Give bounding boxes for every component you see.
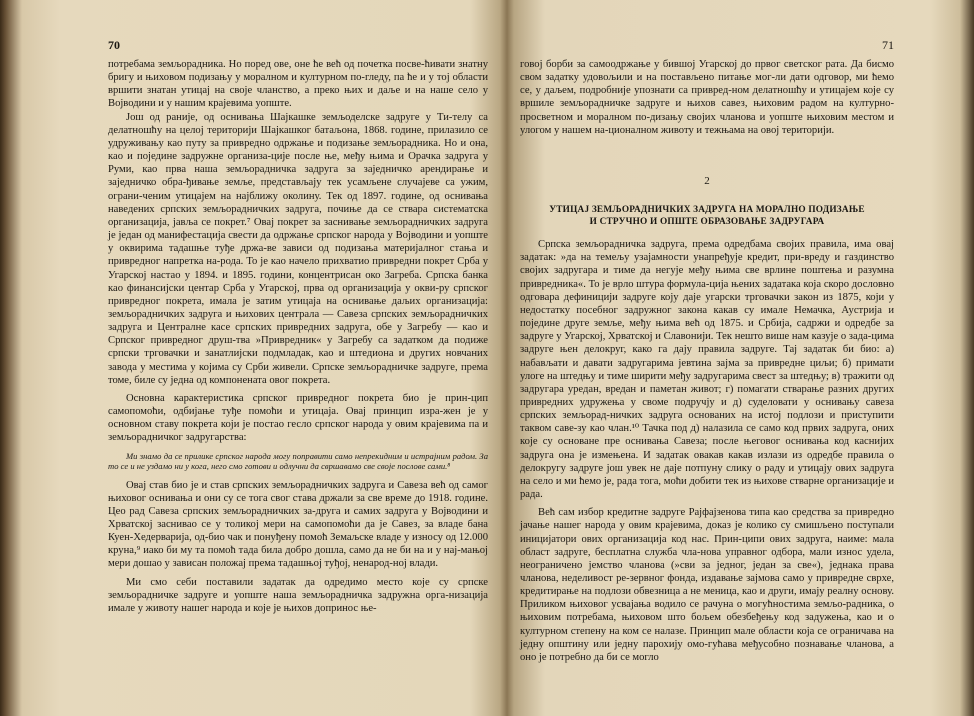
left-page-text <box>108 58 488 615</box>
right-page-text <box>520 58 894 664</box>
paragraph: Основна карактеристика српског привредног покрета био је прин-цип самопомоћи, одбијање туђе помоћи и утицаја. Овај принцип изра-жен је у основном ставу покрета који је постао гесло српског народа у овим крајевима па и земљорадничког задругарства: <box>108 392 488 444</box>
paragraph: Српска земљорадничка задруга, према одредбама својих правила, има овај задатак: »да на темељу узајамности унапређује кредит, при-вреду и газдинство својих задругара и тиме да негује међу њима све врлине поштења и разумна привредника«. То је врло штура формула-ција њених задатака која скоро дословно одговара дефиницији задруге коју даје угарски трговачки закон из 1875, који у недостатку посебног задружног закона какав су имале Немачка, Аустрија и поједине друге земље, међу њима већ од 1875. и Србија, садржи и одредбе за задруге у Угарској, Хрватској и Славонији. Тек нешто више нам казује о зада-цима задруге њен делокруг, како га дају правила задруге. Тај задатак би био: а) набављати и давати задругарима јевтина зајма за привредне циљи; б) примати улоге на штедњу и тиме ширити међу задругарима свест за штедњу; в) тражити од задругара уредан, вредан и паметан живот; г) помагати стварање разних других привредних удружења у своме подручју и д) суделовати у оснивању савеза српских земљорад-ничких задруга основаних на истој подлози и приступити таквом саве-зу као члан.¹⁰ Тачка под д) налазила се само код првих задруга, оних које су основане пре оснивања Савеза; после његовог оснивања код каснијих задруга она је измењена. И задатак овакав какав излази из одредбе правила о делокругу задруге још увек не даје потпуну слику о раду и утицају ових задруга на село и ми ћемо је, рада тога, моћи добити тек из њихове стварне организације и рада. <box>520 239 894 501</box>
left-page <box>108 38 488 615</box>
paragraph: Још од раније, од оснивања Шајкашке земљоделске задруге у Ти-телу са делатношћу на целој територији Шајкашког батаљона, 1868. године, прилазило се удруживању као путу за привредно одржање и подизање земљорадника. Но и она, као и поједине задружне организа-ције после ње, међу њима и Орачка задруга у Руми, као прва наша земљорадничка задруга за заједничко арендирање и заједничко обра-ђивање земље, представљају тек усамљене случајеве са ужим, ограни-ченим утицајем на најближу околину. Тек од 1897. године, од оснивања наведених српских земљорадничких задруга, почиње да се ствара систематска организација, јавља се покрет.⁷ Овај покрет за заснивање земљорадничких задруга је један од манифестација свести да одржање српског народа у Војводини и уопште у оквирима тадашње туђе држа-ве зависи од подизања материјалног стања и привредног напретка на-рода. То је као начело прихватио привредни покрет Срба у Угарској настао у 1894. и 1895. години, концентрисан око Загреба. Српска банка као финансијски центар Срба у Угарској, прва од организација у окви-ру српског привредног покрета, имала је затим утицаја на оснивање даљих организација: земљорадничких задруга и њихових централа — Савеза српских земљорадничких задруга и Централне касе српских привредних задруга, обе у Загребу — као и Српског привредног друш-тва »Привредник« у Загребу са задатком да подиже српски трговачки и занатлијски подмладак, као и штедиона и других новчаних завода у местима у којима су Срби живели. Српске земљорадничке задруге, према томе, биле су једна од компонената овог покрета. <box>108 111 488 386</box>
section-title-line: УТИЦАЈ ЗЕМЉОРАДНИЧКИХ ЗАДРУГА НА МОРАЛНО ПОДИЗАЊЕ <box>549 205 865 216</box>
right-page <box>520 38 894 664</box>
paragraph: потребама земљорадника. Но поред ове, оне ће већ од почетка посве-ћивати знатну бригу и њиховом подизању у моралном и културном по-гледу, па ће и у тој области вршити знатан утицај на своје чланство, а преко њих и даље и на наше село у Војводини и у нашим крајевима уопште. <box>108 59 488 110</box>
paragraph: говој борби за самоодржање у бившој Угарској до првог светског рата. Да бисмо свом задатку удовољили и на постављено питање мог-ли дати одговор, ми ћемо се, у даљем, подробније упознати са привред-ном делатношћу и утицајем које су вршиле земљорадничке задруге и њихов савез, њиховим радом на културно-просветном и моралном по-дизању својих чланова и уопште њиховим местом и улогом у нашем на-ционалном животу и тежњама на овој територији. <box>520 59 894 136</box>
block-quote: Ми знамо да се прилике српског народа могу поправити само непрекидним и истрајним радом. За то се и не уздамо ни у кога, него смо готови и одлучни да свршавамо све своје послове сами.⁸ <box>108 450 488 472</box>
page-number-right: 71 <box>882 38 894 52</box>
section-title-line: И СТРУЧНО И ОПШТЕ ОБРАЗОВАЊЕ ЗАДРУГАРА <box>589 217 825 228</box>
paragraph: Ми смо себи поставили задатак да одредимо место које су српске земљорадничке задруге и уопште наша земљорадничка задружна орга-низација имале у животу нашег народа и које је њихов допринос ње- <box>108 576 488 614</box>
page-number-left: 70 <box>108 38 120 52</box>
section-title <box>520 204 894 228</box>
paragraph: Овај став био је и став српских земљорадничких задруга и Савеза већ од самог њиховог оснивања и они су се тога свог става држали за све време до 1918. године. Цео рад Савеза српских земљорадничких за-друга и самих задруга у Војводини и Хрватској заснивао се у толикој мери на самопомоћи да је Савез, за владе бана Куен-Хедерварија, од-био чак и понуђену помоћ Земаљске владе у износу од 12.000 круна,⁹ иако би му та помоћ тада била добро дошла, само да не би на и у нај-мањој мери дошао у зависан положај према тадашњој туђој, ненарод-ној влади. <box>108 479 488 570</box>
section-number: 2 <box>704 174 710 187</box>
paragraph: Већ сам избор кредитне задруге Рајфајзенова типа као средства за привредно јачање нашег народа у овим крајевима, доказ је колико су смишљено поступали иницијатори ових организација код нас. Прин-ципи ових задруга, наиме: мала област задруге, бесплатна служба чла-нова управног одбора, мали износ уделa, неограничено јемство чланова (»сви за једног, један за све«), једнака права чланова, неделивост ре-зервног фонда, издавање зајмова само у привредне сврхе, кредитирање на подлози обвезница а не меница, као и други, имају реалну основу. Приликом њиховог усвајања водило се рачуна о могућностима земљо-радника, о њиховим потребама, њиховом што бољем обезбеђењу код задужења, као и о културном степену на ком се налазе. Принцип мале области која се ограничава на једну општину или једну парохију омо-гућава међусобно познавање чланова, а оно је потребно да би се могло <box>520 507 894 663</box>
